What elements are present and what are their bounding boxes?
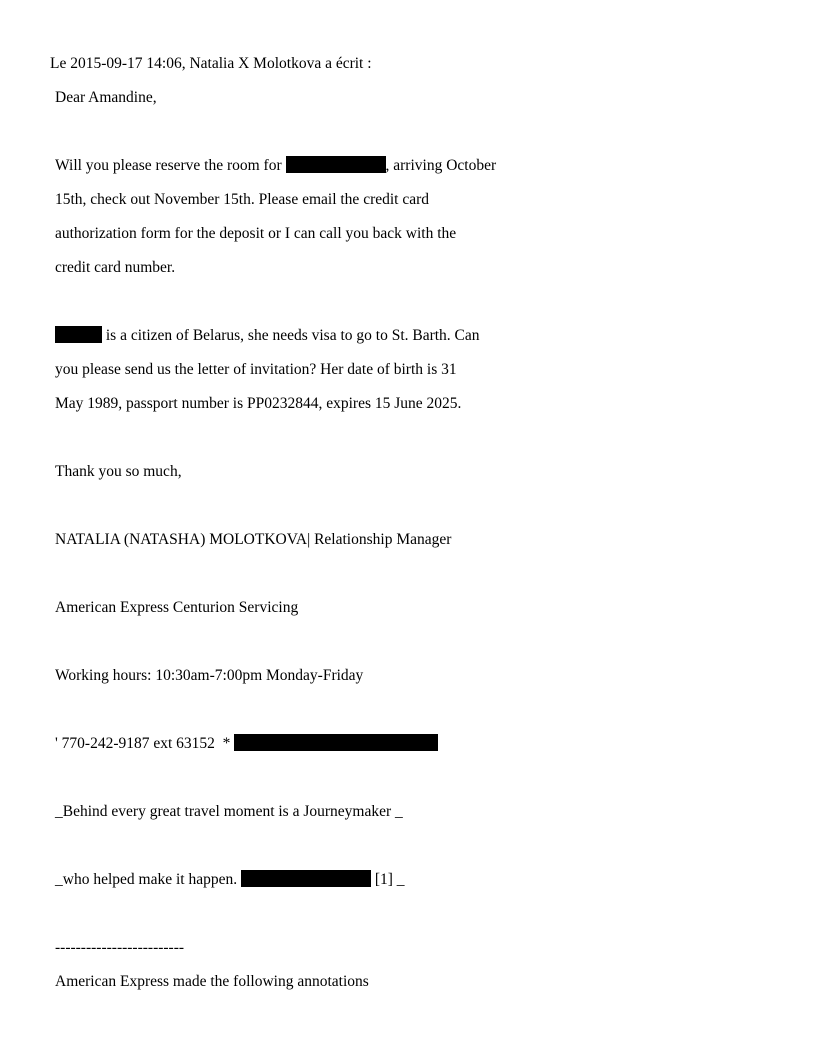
redaction-box [241, 870, 371, 887]
signature-tagline-line2 [55, 870, 405, 890]
redaction-box [234, 734, 438, 751]
paragraph2-line3: May 1989, passport number is PP0232844, expires 15 June 2025. [55, 395, 462, 412]
paragraph2-line1-text: is a citizen of Belarus, she needs visa to go to St. Barth. Can [102, 327, 480, 344]
closing: Thank you so much, [55, 463, 182, 480]
annotations-note: American Express made the following annotations [55, 973, 369, 990]
separator-line: ------------------------- [55, 939, 185, 956]
redaction-box [55, 326, 102, 343]
signature-company: American Express Centurion Servicing [55, 599, 299, 616]
paragraph1-line3: authorization form for the deposit or I can call you back with the [55, 225, 457, 242]
greeting: Dear Amandine, [55, 89, 157, 106]
redaction-box [286, 156, 386, 173]
paragraph2-line2: you please send us the letter of invitation? Her date of birth is 31 [55, 361, 457, 378]
tagline-line2-start: _who helped make it happen. [55, 871, 241, 888]
phone-number: ' 770-242-9187 ext 63152 * [55, 735, 235, 752]
signature-working-hours: Working hours: 10:30am-7:00pm Monday-Friday [55, 667, 364, 684]
signature-name-title: NATALIA (NATASHA) MOLOTKOVA| Relationship Manager [55, 531, 452, 548]
paragraph1-line1 [55, 156, 496, 176]
paragraph2-line1 [55, 326, 480, 346]
email-reply-header: Le 2015-09-17 14:06, Natalia X Molotkova a écrit : [50, 55, 372, 72]
signature-phone [55, 734, 438, 754]
paragraph1-line1-end: , arriving October [385, 157, 497, 174]
paragraph1-line4: credit card number. [55, 259, 176, 276]
signature-tagline-line1: _Behind every great travel moment is a Journeymaker _ [55, 803, 403, 820]
paragraph1-line2: 15th, check out November 15th. Please email the credit card [55, 191, 430, 208]
paragraph1-line1-start: Will you please reserve the room for [55, 157, 286, 174]
tagline-line2-end: [1] _ [370, 871, 405, 888]
